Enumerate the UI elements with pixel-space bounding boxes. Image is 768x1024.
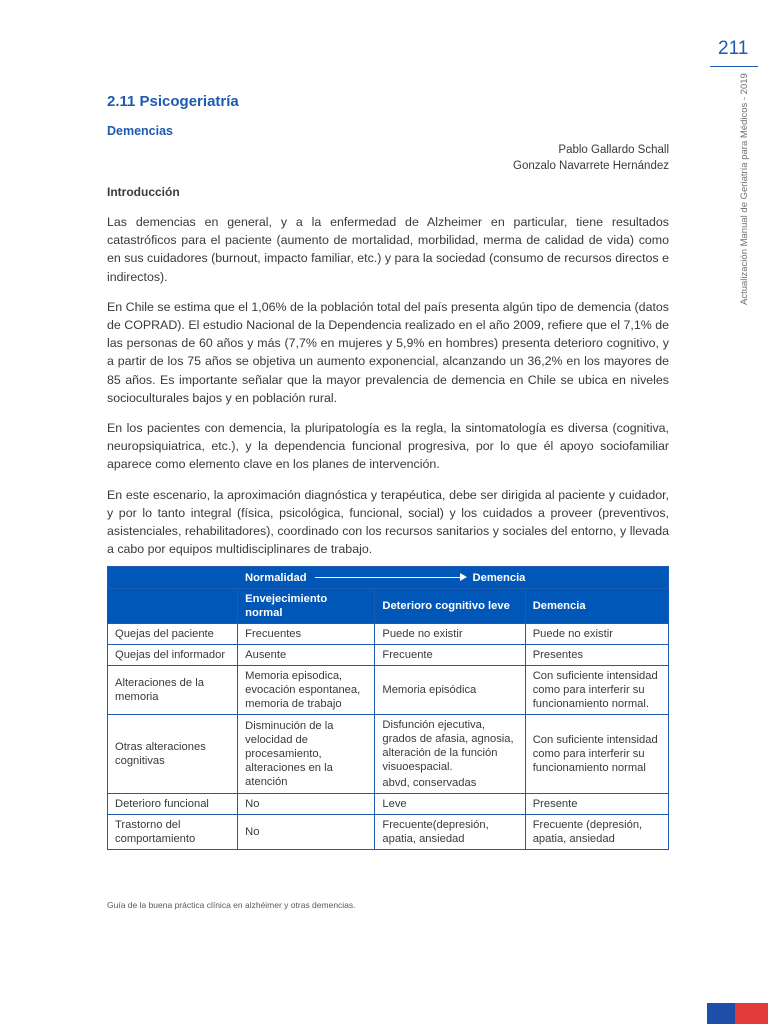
paragraph: En Chile se estima que el 1,06% de la población total del país presenta algún tipo de demencia (datos de COPRAD). El estudio Nacional de la Dependencia realizado en el año 2009, refiere que el 7,1% de las personas de 60 años y más (7,7% en mujeres y 5,9% en hombres) presenta deterioro cognitivo, y a partir de los 75 años se objetiva un aumento exponencial, alcanzando un 36,2% en los mayores de 85 años. Es importante señalar que la mayor prevalencia de demencia en Chile se ubica en niveles socioculturales bajos y en población rural.	[107, 299, 669, 405]
table-row	[108, 715, 669, 794]
section-title: 2.11 Psicogeriatría	[107, 93, 239, 110]
table-header-cell: Envejecimiento normal	[238, 589, 375, 624]
running-title: Actualización Manual de Geriatría para Médicos - 2019	[739, 73, 750, 305]
authors	[400, 142, 669, 174]
table-cell: Ausente	[238, 645, 375, 666]
table-row	[108, 645, 669, 666]
page-number-rule	[710, 66, 758, 67]
table-cell: Con suficiente intensidad como para interferir su funcionamiento normal	[525, 715, 668, 794]
intro-heading: Introducción	[107, 185, 180, 199]
table-row	[108, 794, 669, 815]
paragraph: Las demencias en general, y a la enfermedad de Alzheimer en particular, tiene resultados catastróficos para el paciente (aumento de mortalidad, morbilidad, merma de calidad de vida) como en sus cuidadores (burnout, impacto familiar, etc.) y para la sociedad (consumo de recursos directos e indirectos).	[107, 215, 669, 284]
arrow-right-icon	[315, 577, 465, 578]
table-cell: Otras alteraciones cognitivas	[108, 715, 238, 794]
table-cell	[375, 715, 525, 794]
author-1: Pablo Gallardo Schall	[558, 144, 669, 156]
table-cell: Leve	[375, 794, 525, 815]
flag-blue-block	[707, 1003, 735, 1024]
table-cell: Disminución de la velocidad de procesamiento, alteraciones en la atención	[238, 715, 375, 794]
table-cell: Deterioro funcional	[108, 794, 238, 815]
table-cell: Frecuente(depresión, apatia, ansiedad	[375, 815, 525, 850]
table-cell: Frecuentes	[238, 624, 375, 645]
table-header-cell	[108, 589, 238, 624]
table-cell: Frecuente (depresión, apatia, ansiedad	[525, 815, 668, 850]
flag-red-block	[735, 1003, 768, 1024]
table-cell-line: abvd, conservadas	[382, 777, 477, 789]
table-body	[108, 624, 669, 850]
table-cell: Puede no existir	[375, 624, 525, 645]
table-header-cell: Deterioro cognitivo leve	[375, 589, 525, 624]
table-cell: Presente	[525, 794, 668, 815]
range-from-label: Normalidad	[245, 571, 307, 584]
table-cell: Alteraciones de la memoria	[108, 666, 238, 715]
table-cell: Frecuente	[375, 645, 525, 666]
range-to-label: Demencia	[472, 571, 526, 584]
table-row	[108, 815, 669, 850]
paragraph: En los pacientes con demencia, la pluripatología es la regla, la sintomatología es diversa (cognitiva, neuropsiquiatrica, etc.), y la dependencia funcional progresiva, por lo que él apoyo sociofamiliar aparece como elemento clave en los planes de intervención.	[107, 421, 669, 472]
table-cell: Quejas del informador	[108, 645, 238, 666]
subsection-title: Demencias	[107, 124, 174, 138]
table-cell: No	[238, 794, 375, 815]
paragraph: En este escenario, la aproximación diagnóstica y terapéutica, debe ser dirigida al paciente y cuidador, y por lo tanto integral (física, psicológica, funcional, social) y los cuidados a proveer (preventivos, asistenciales, rehabilitadores), coordinado con los recursos sanitarios y sociales del entorno, y llevada a cabo por equipos multidisciplinares de trabajo.	[107, 487, 669, 557]
table-cell: Trastorno del comportamiento	[108, 815, 238, 850]
table-header-cell: Demencia	[525, 589, 668, 624]
table-cell: Quejas del paciente	[108, 624, 238, 645]
table-cell: Presentes	[525, 645, 668, 666]
table-cell-line: Disfunción ejecutiva, grados de afasia, agnosia, alteración de la función visuoespacial.	[382, 719, 514, 773]
author-2: Gonzalo Navarrete Hernández	[513, 160, 669, 172]
table-row	[108, 666, 669, 715]
table-cell: Con suficiente intensidad como para interferir su funcionamiento normal.	[525, 666, 668, 715]
page-number: 211	[718, 38, 749, 59]
table-cell: Memoria episodica, evocación espontanea, memoria de trabajo	[238, 666, 375, 715]
table-caption: Guía de la buena práctica clínica en alzhéimer y otras demencias.	[107, 900, 356, 910]
table-range-bar	[108, 567, 669, 589]
comparison-table	[107, 566, 669, 850]
table-cell: No	[238, 815, 375, 850]
table-cell: Puede no existir	[525, 624, 668, 645]
body-text	[107, 213, 669, 570]
table-header-row	[108, 589, 669, 624]
table-cell: Memoria episódica	[375, 666, 525, 715]
table-row	[108, 624, 669, 645]
